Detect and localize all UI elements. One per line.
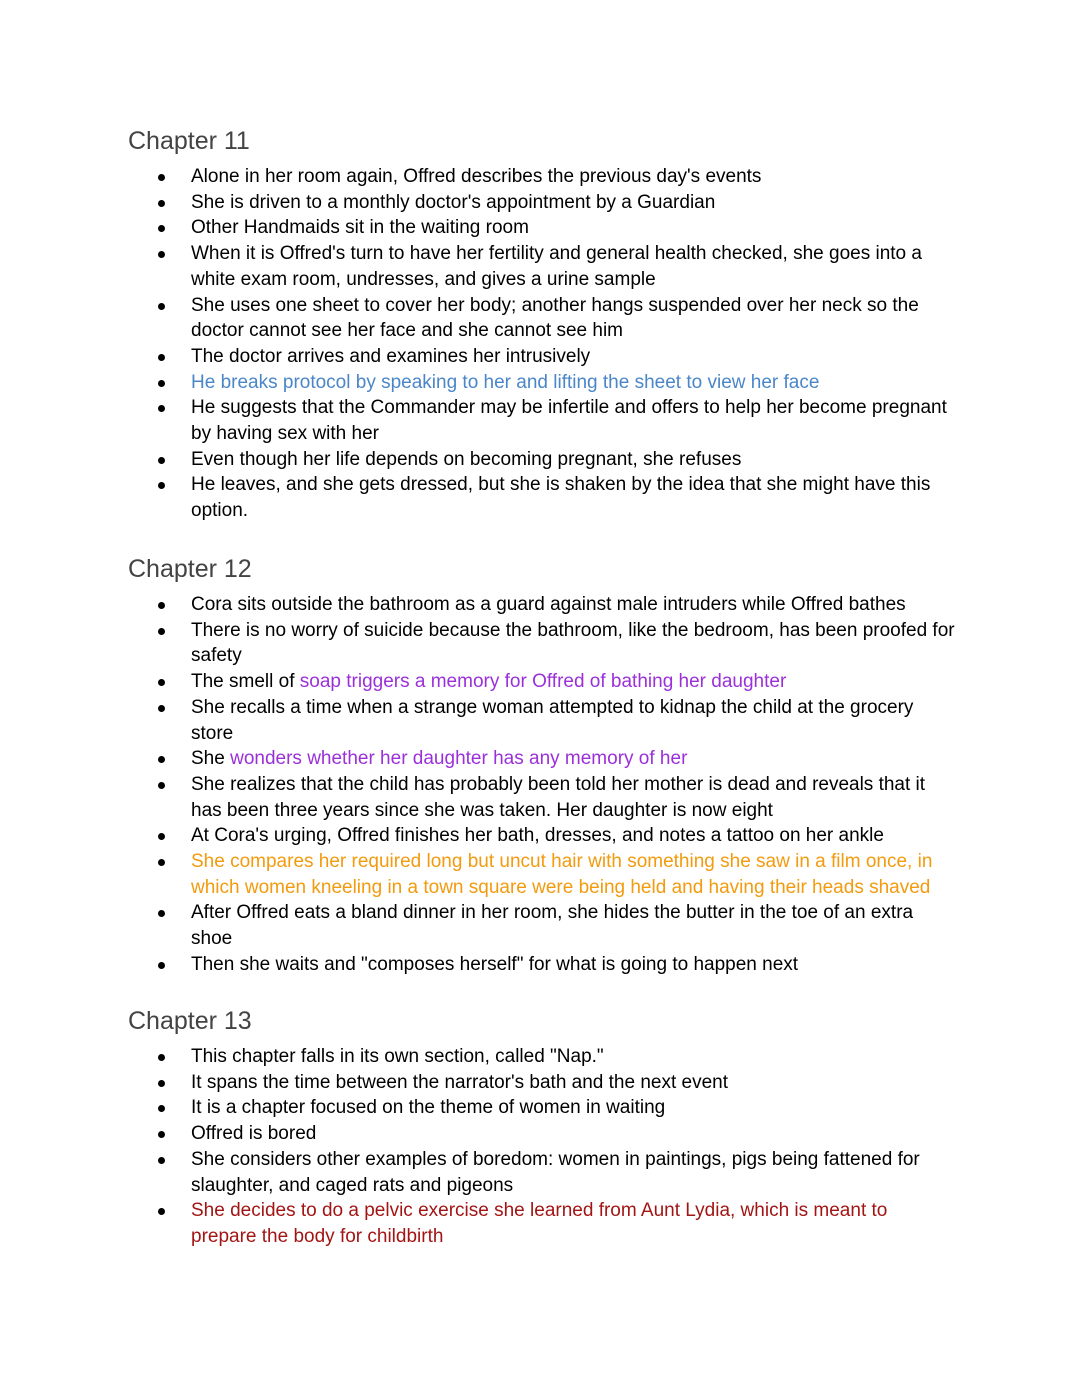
item-text: She considers other examples of boredom: women in paintings, pigs being fattened for slaughter, and caged rats and pigeons	[191, 1148, 920, 1196]
list-item	[128, 370, 958, 396]
bullet-list	[128, 1044, 958, 1250]
bullet-icon	[158, 833, 165, 840]
bullet-icon	[158, 602, 165, 609]
bullet-list	[128, 164, 958, 524]
bullet-icon	[158, 380, 165, 387]
list-item	[128, 190, 958, 216]
list-item	[128, 241, 958, 292]
list-item	[128, 952, 958, 978]
chapter-13-section	[128, 1006, 958, 1250]
item-text: He suggests that the Commander may be infertile and offers to help her become pregnant by having sex with her	[191, 397, 947, 445]
bullet-icon	[158, 756, 165, 763]
chapter-title: Chapter 13	[128, 1007, 252, 1035]
list-item	[128, 1044, 958, 1070]
bullet-icon	[158, 782, 165, 789]
list-item	[128, 1070, 958, 1096]
item-text: She is driven to a monthly doctor's appointment by a Guardian	[191, 191, 716, 213]
list-item	[128, 669, 958, 695]
list-item	[128, 395, 958, 446]
bullet-icon	[158, 405, 165, 412]
item-text: It spans the time between the narrator's bath and the next event	[191, 1071, 729, 1093]
bullet-icon	[158, 200, 165, 207]
bullet-icon	[158, 457, 165, 464]
item-text: Other Handmaids sit in the waiting room	[191, 217, 529, 239]
bullet-icon	[158, 225, 165, 232]
item-text: He leaves, and she gets dressed, but she is shaken by the idea that she might have this option.	[191, 474, 931, 522]
item-text-highlight-purple: soap triggers a memory for Offred of bathing her daughter	[299, 671, 787, 693]
bullet-list	[128, 592, 958, 978]
item-text: After Offred eats a bland dinner in her room, she hides the butter in the toe of an extra shoe	[191, 902, 914, 950]
item-text: When it is Offred's turn to have her fertility and general health checked, she goes into a white exam room, undresses, and gives a urine sample	[191, 243, 922, 290]
bullet-icon	[158, 1054, 165, 1061]
item-text: There is no worry of suicide because the bathroom, like the bedroom, has been proofed for safety	[191, 619, 955, 667]
bullet-icon	[158, 1105, 165, 1112]
item-text: Cora sits outside the bathroom as a guard against male intruders while Offred bathes	[191, 594, 906, 615]
bullet-icon	[158, 1208, 165, 1215]
list-item	[128, 900, 958, 951]
list-item	[128, 344, 958, 370]
item-text: She uses one sheet to cover her body; another hangs suspended over her neck so the doctor cannot see her face and she cannot see him	[191, 294, 919, 342]
item-text-highlight-purple: wonders whether her daughter has any memory of her	[230, 748, 688, 770]
bullet-icon	[158, 962, 165, 969]
item-text: This chapter falls in its own section, called "Nap."	[191, 1046, 604, 1067]
item-text: She realizes that the child has probably been told her mother is dead and reveals that it has been three years since she was taken. Her daughter is now eight	[191, 773, 926, 821]
list-item	[128, 447, 958, 473]
bullet-icon	[158, 679, 165, 686]
item-text: At Cora's urging, Offred finishes her bath, dresses, and notes a tattoo on her ankle	[191, 825, 884, 847]
bullet-icon	[158, 1080, 165, 1087]
list-item	[128, 1121, 958, 1147]
bullet-icon	[158, 354, 165, 361]
item-text: It is a chapter focused on the theme of women in waiting	[191, 1097, 666, 1119]
item-text: She recalls a time when a strange woman attempted to kidnap the child at the grocery store	[191, 696, 914, 744]
item-text: She	[191, 748, 231, 770]
bullet-icon	[158, 1157, 165, 1164]
item-text-highlight-red: She decides to do a pelvic exercise she learned from Aunt Lydia, which is meant to prepare the body for childbirth	[191, 1200, 888, 1247]
list-item	[128, 772, 958, 823]
bullet-icon	[158, 628, 165, 635]
bullet-icon	[158, 705, 165, 712]
item-text-highlight-blue: He breaks protocol by speaking to her and lifting the sheet to view her face	[191, 371, 820, 393]
item-text: The smell of	[191, 671, 300, 693]
list-item	[128, 164, 958, 190]
bullet-icon	[158, 303, 165, 310]
item-text: Even though her life depends on becoming pregnant, she refuses	[191, 448, 742, 470]
item-text: The doctor arrives and examines her intrusively	[191, 345, 591, 367]
bullet-icon	[158, 910, 165, 917]
chapter-12-section	[128, 554, 958, 978]
bullet-icon	[158, 482, 165, 489]
item-text: Alone in her room again, Offred describes the previous day's events	[191, 166, 762, 187]
item-text: Then she waits and "composes herself" for what is going to happen next	[191, 953, 799, 975]
chapter-11-section	[128, 126, 958, 524]
list-item	[128, 1198, 958, 1249]
item-text-highlight-orange: She compares her required long but uncut hair with something she saw in a film once, in which women kneeling in a town square were being held and having their heads shaved	[191, 851, 933, 898]
bullet-icon	[158, 174, 165, 181]
list-item	[128, 1095, 958, 1121]
bullet-icon	[158, 251, 165, 258]
list-item	[128, 215, 958, 241]
chapter-title: Chapter 11	[128, 127, 250, 155]
list-item	[128, 695, 958, 746]
item-text: Offred is bored	[191, 1123, 317, 1145]
bullet-icon	[158, 859, 165, 866]
list-item	[128, 618, 958, 669]
list-item	[128, 472, 958, 523]
list-item	[128, 746, 958, 772]
list-item	[128, 592, 958, 618]
list-item	[128, 293, 958, 344]
chapter-title: Chapter 12	[128, 555, 252, 583]
list-item	[128, 1147, 958, 1198]
list-item	[128, 823, 958, 849]
list-item	[128, 849, 958, 900]
bullet-icon	[158, 1131, 165, 1138]
